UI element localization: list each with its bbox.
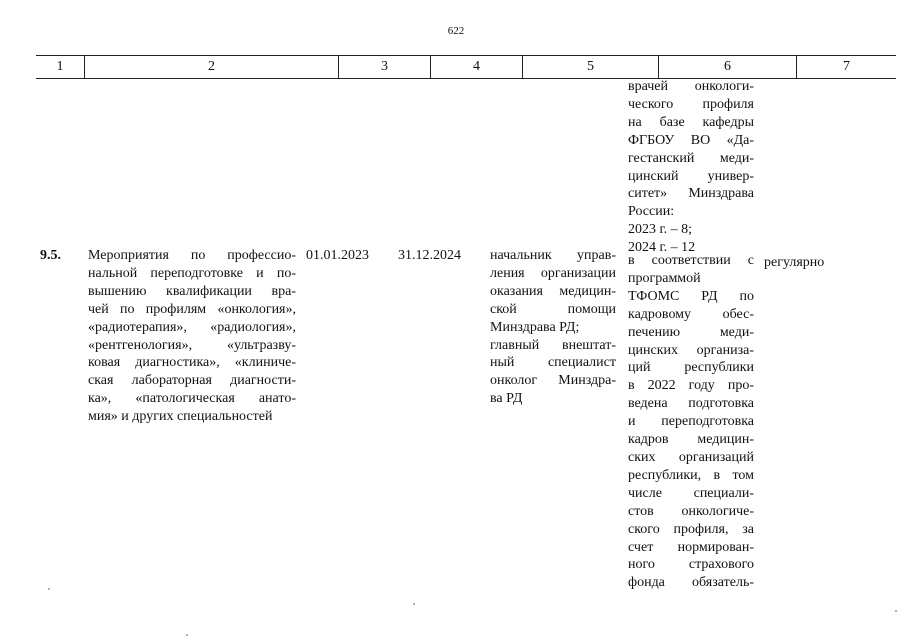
text-line: нальной переподготовке и по- <box>88 265 296 281</box>
text-line: ва РД <box>490 391 523 407</box>
text-line: цинских организа- <box>628 342 754 358</box>
header-col-3: 3 <box>338 56 430 78</box>
text-line: ковая диагностика», «клиниче- <box>88 355 296 371</box>
header-col-7: 7 <box>796 56 896 78</box>
text-line: печению меди- <box>628 324 754 340</box>
text-line: врачей онкологи- <box>628 79 754 94</box>
text-line: ведена подготовка <box>628 396 754 412</box>
text-line: и переподготовка <box>628 414 754 430</box>
text-line: ного страхового <box>628 557 754 573</box>
text-line: программой <box>628 270 701 286</box>
text-line: ской помощи <box>490 301 616 317</box>
text-line: республики, в том <box>628 467 754 483</box>
text-line: цинский универ- <box>628 168 754 184</box>
text-line: мия» и других специальностей <box>88 409 273 425</box>
continuation-col6 <box>628 78 754 257</box>
text-line: ситет» Минздрава <box>628 186 754 202</box>
text-line: счет нормирован- <box>628 539 754 555</box>
text-line: главный внештат- <box>490 337 616 353</box>
text-line: числе специали- <box>628 485 754 501</box>
header-col-6: 6 <box>658 56 796 78</box>
header-col-5: 5 <box>522 56 658 78</box>
scan-speck <box>186 634 188 636</box>
text-line: «рентгенология», «ультразву- <box>88 337 296 353</box>
text-line: кадровому обес- <box>628 306 754 322</box>
text-line: онколог Минздра- <box>490 373 616 389</box>
header-col-2: 2 <box>84 56 338 78</box>
text-line: России: <box>628 204 675 220</box>
text-line: ТФОМС РД по <box>628 288 754 304</box>
text-line: ского профиля, за <box>628 521 754 537</box>
text-line: ФГБОУ ВО «Да- <box>628 132 754 148</box>
scan-speck <box>48 588 50 590</box>
responsible-executor <box>490 247 616 408</box>
text-line: ций республики <box>628 360 754 376</box>
text-line: гестанский меди- <box>628 150 754 166</box>
start-date: 01.01.2023 <box>306 248 369 263</box>
scan-speck <box>895 610 897 612</box>
row-number: 9.5. <box>40 248 61 263</box>
text-line: вышению квалификации вра- <box>88 283 296 299</box>
header-col-1: 1 <box>56 59 64 74</box>
text-line: кадров медицин- <box>628 432 754 448</box>
text-line: Минздрава РД; <box>490 319 580 335</box>
text-line: 2023 г. – 8; <box>628 222 693 238</box>
event-description <box>88 247 296 426</box>
periodicity: регулярно <box>764 255 825 270</box>
end-date: 31.12.2024 <box>398 248 461 263</box>
page-number: 622 <box>447 25 465 37</box>
expected-result <box>628 252 754 592</box>
text-line: оказания медицин- <box>490 283 616 299</box>
text-line: ческого профиля <box>628 96 754 112</box>
text-line: ка», «патологическая анато- <box>88 391 296 407</box>
text-line: на базе кафедры <box>628 114 754 130</box>
header-col-4: 4 <box>430 56 522 78</box>
text-line: в 2022 году про- <box>628 378 754 394</box>
text-line: ская лабораторная диагности- <box>88 373 296 389</box>
table-header-row <box>36 55 896 79</box>
text-line: «радиотерапия», «радиология», <box>88 319 296 335</box>
text-line: ления организации <box>490 265 616 281</box>
text-line: Мероприятия по профессио- <box>88 248 296 263</box>
text-line: стов онкологиче- <box>628 503 754 519</box>
text-line: 2024 г. – 12 <box>628 240 696 256</box>
scan-speck <box>413 603 415 605</box>
text-line: чей по профилям «онкология», <box>88 301 296 317</box>
text-line: в соответствии с <box>628 253 754 268</box>
text-line: ный специалист <box>490 355 616 371</box>
text-line: начальник управ- <box>490 248 616 263</box>
text-line: фонда обязатель- <box>628 575 754 591</box>
text-line: ских организаций <box>628 449 754 465</box>
